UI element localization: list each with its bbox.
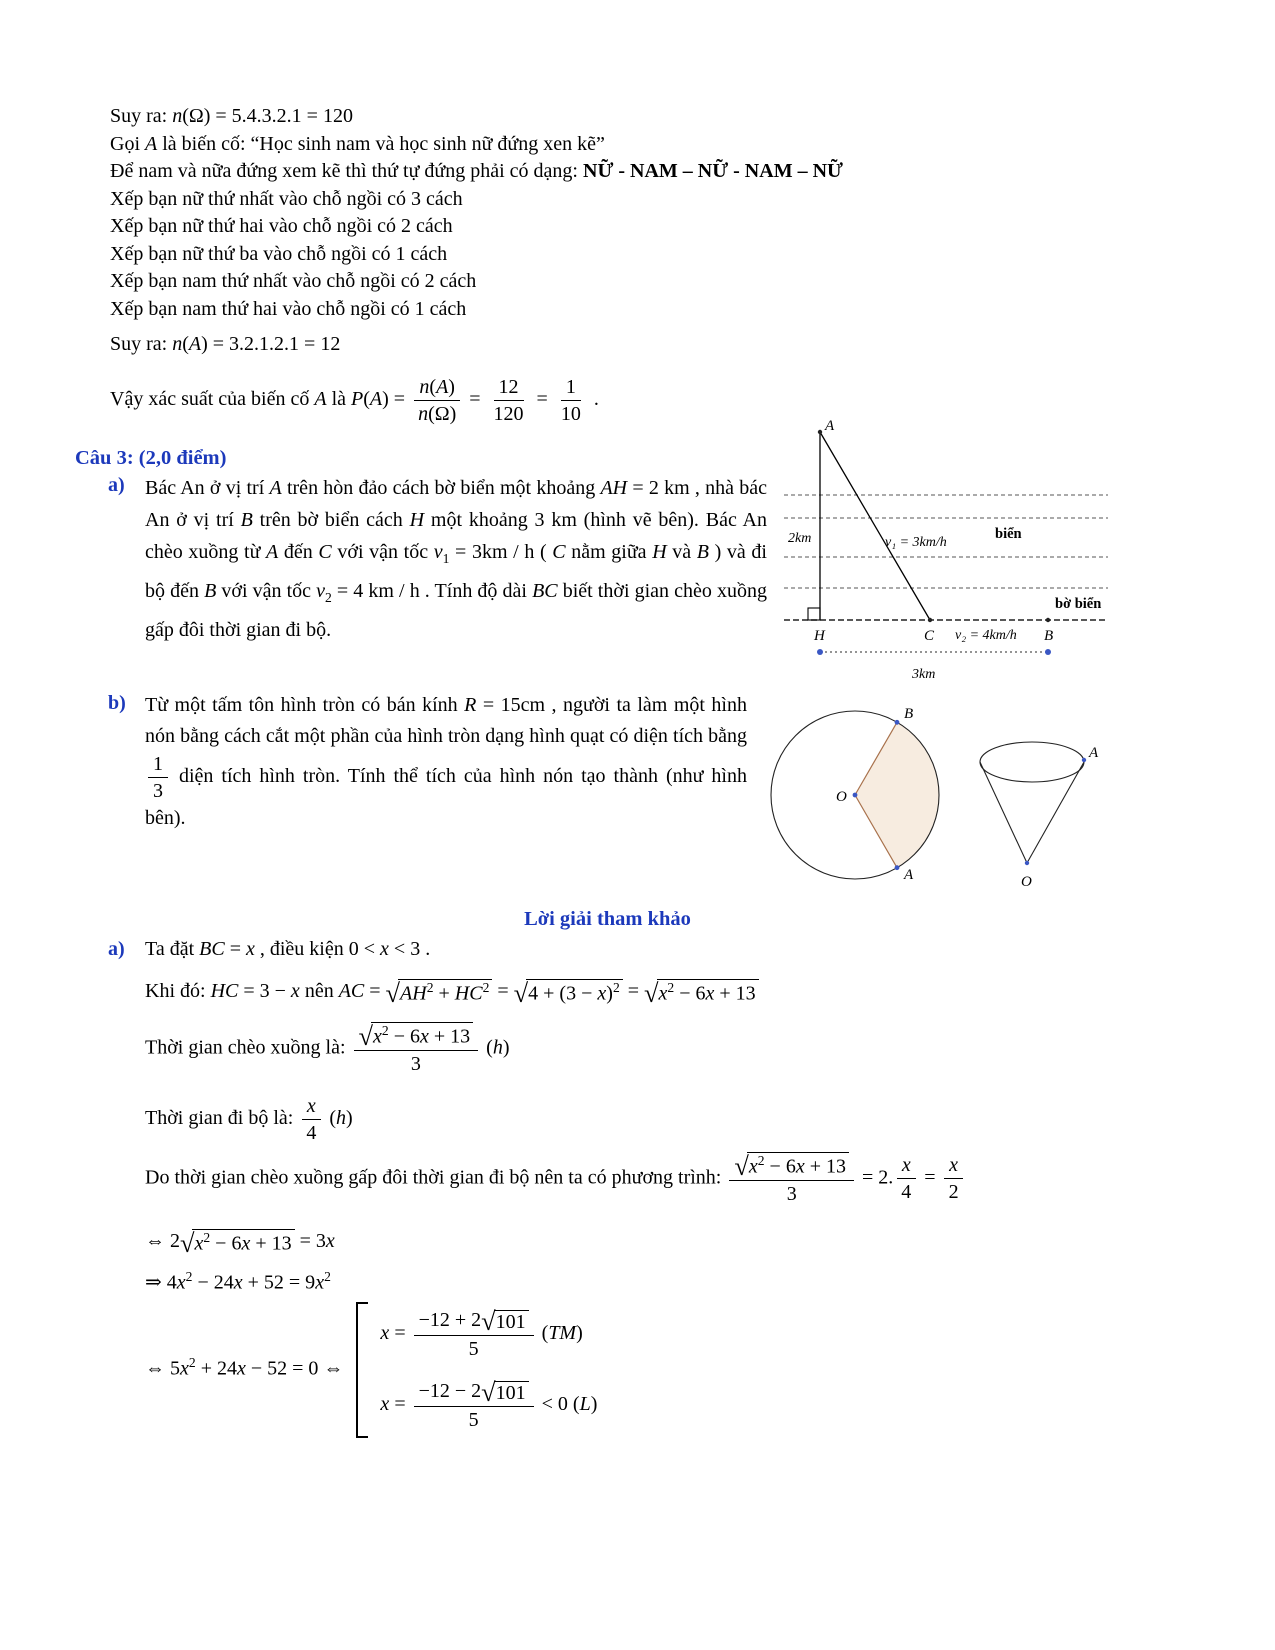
distance-endpoint-B xyxy=(1045,649,1051,655)
label-A: A xyxy=(904,867,914,883)
right-angle-marker xyxy=(808,608,820,620)
solution-step-2: Khi đó: HC = 3 − x nên AC = √ $AH^2 + HC^2$ = √ $4 + (3 - x)^2$ = √ $x^2 - 6x + 13$ xyxy=(145,978,759,1006)
label-B: B xyxy=(904,706,914,722)
problem-a-text: Bác An ở vị trí A trên hòn đảo cách bờ biển một khoảng AH = 2 km , nhà bác An ở vị trí B trên bờ biển cách H một khoảng 3 km (hình vẽ bên). Bác An chèo xuồng từ A đến C với vận tốc $v_1 = 3km / h$ ( C nằm giữa H và B ) và đi bộ đến B với vận tốc $v_2 = 4$ km / h . Tính độ dài BC biết thời gian chèo xuồng gấp đôi thời gian đi bộ. xyxy=(145,477,767,641)
label-O: O xyxy=(836,789,847,805)
probability-solution-block xyxy=(110,103,843,426)
point-O xyxy=(853,793,858,798)
triangle-AHC xyxy=(820,432,930,620)
label-v2: v₂ = 4km/h xyxy=(955,628,1017,643)
solution-line: Xếp bạn nam thứ hai vào chỗ ngồi có 1 cách xyxy=(110,297,467,320)
problem-b-marker: b) xyxy=(108,692,126,714)
label-2km: 2km xyxy=(788,531,812,546)
label-3km: 3km xyxy=(912,667,936,682)
label-A: A xyxy=(825,418,835,434)
solution-step-1: Ta đặt BC = x , điều kiện 0 < x < 3 . xyxy=(145,938,431,960)
problem-b-text: Từ một tấm tôn hình tròn có bán kính R = 15cm , người ta làm một hình nón bằng cách cắt một phần của hình tròn dạng hình quạt có diện tích bằng $\frac{1}{3}$ diện tích hình tròn. Tính thể tích của hình nón tạo thành (như hình bên). xyxy=(145,694,747,829)
label-B: B xyxy=(1044,628,1054,644)
solution-line: Xếp bạn nữ thứ ba vào chỗ ngồi có 1 cách xyxy=(110,242,448,265)
label-bien: biển xyxy=(995,526,1022,542)
solution-line: Suy ra: n(Ω) = 5.4.3.2.1 = 120 xyxy=(110,105,353,127)
diagram-circle-cone xyxy=(765,698,1115,910)
cone-label-O: O xyxy=(1021,874,1032,890)
diagram-island-shore xyxy=(772,418,1122,693)
label-H: H xyxy=(814,628,825,644)
cone-label-A: A xyxy=(1089,745,1099,761)
solution-a-marker: a) xyxy=(108,938,125,960)
solution-line: Gọi A là biến cố: “Học sinh nam và học sinh nữ đứng xen kẽ” xyxy=(110,132,605,155)
cone-point-O xyxy=(1025,861,1029,865)
distance-endpoint-H xyxy=(817,649,823,655)
solution-line: Xếp bạn nam thứ nhất vào chỗ ngồi có 2 cách xyxy=(110,270,477,292)
point-B xyxy=(895,720,900,725)
solution-line: Để nam và nữa đứng xem kẽ thì thứ tự đứng phải có dạng: NỮ - NAM – NỮ - NAM – NỮ xyxy=(110,160,843,182)
cone-shape xyxy=(980,742,1084,863)
cau3-heading: Câu 3: (2,0 điểm) xyxy=(75,447,227,469)
probability-result-line: Vậy xác suất của biến cố A là P(A) = $\frac{n(A)}{n(\Omega)}$ = $\frac{12}{120}$ = $\frac{1}{10}$ . xyxy=(110,375,599,425)
solution-step-6: ⇔ 2 √ $x^2 - 6x + 13$ = 3x xyxy=(145,1227,335,1258)
solution-step-3: Thời gian chèo xuồng là: √ $x^2 - 6x + 13$ 3 (h) xyxy=(145,1020,510,1075)
label-v1: v₁ = 3km/h xyxy=(885,535,947,550)
point-A xyxy=(818,430,822,434)
solution-line: Xếp bạn nữ thứ hai vào chỗ ngồi có 2 cách xyxy=(110,215,453,237)
label-bo-bien: bờ biển xyxy=(1055,596,1102,612)
point-A xyxy=(895,865,900,870)
solution-line: Suy ra: n(A) = 3.2.1.2.1 = 12 xyxy=(110,333,341,355)
solution-step-8: ⇔ $5x^2 + 24x - 52 = 0$ ⇔ x = −12 + 2 √ 101 5 (TM) x = −12 − 2 √ 101 5 < 0 (L) xyxy=(145,1302,597,1438)
point-C xyxy=(928,618,932,622)
solution-step-5: Do thời gian chèo xuồng gấp đôi thời gian đi bộ nên ta có phương trình: √ $x^2 - 6x + 13$ 3 = 2. $\frac{x}{4}$ = $\frac{x}{2}$ xyxy=(145,1152,967,1206)
cone-point-A xyxy=(1082,758,1086,762)
problem-a-marker: a) xyxy=(108,474,125,496)
circular-sector xyxy=(855,722,939,867)
solution-step-7: ⇒ $4x^2 - 24x + 52 = 9x^2$ xyxy=(145,1269,331,1294)
solution-step-4: Thời gian đi bộ là: $\frac{x}{4}$ (h) xyxy=(145,1095,353,1144)
label-C: C xyxy=(924,628,935,644)
point-B xyxy=(1046,618,1050,622)
solution-line: Xếp bạn nữ thứ nhất vào chỗ ngồi có 3 cách xyxy=(110,187,463,210)
solution-heading: Lời giải tham khảo xyxy=(524,908,691,930)
